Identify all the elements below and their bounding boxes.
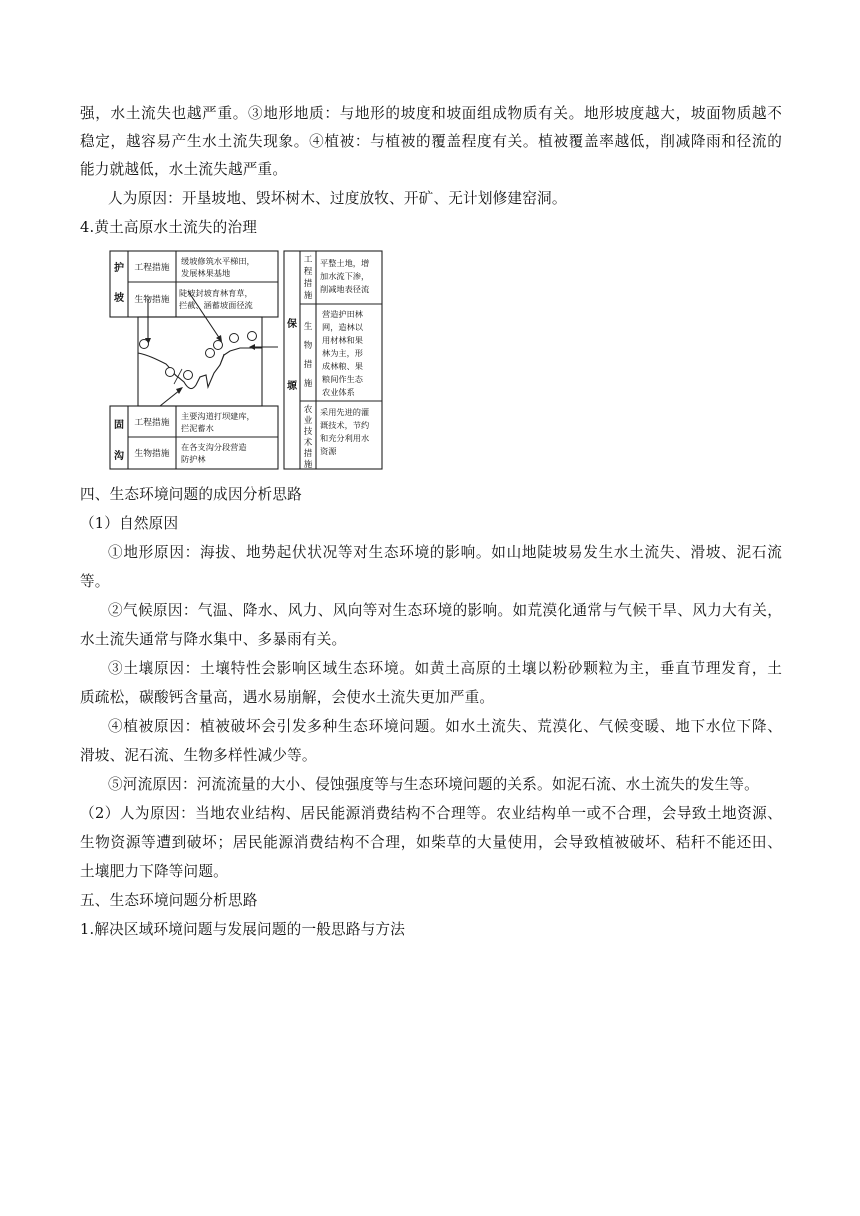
plateau-engineering-label-2: 程: [303, 267, 313, 277]
plateau-side-char-2: 塬: [287, 381, 297, 392]
plateau-biological-label-1: 生: [303, 322, 313, 332]
plateau-agri-label-1: 农: [303, 405, 313, 415]
slope-engineering-text-2: 发展林果基地: [181, 268, 231, 278]
loess-plateau-governance-diagram: [108, 249, 384, 471]
plateau-agri-label-4: 术: [303, 438, 313, 448]
plateau-agri-label-6: 施: [303, 460, 313, 470]
plateau-biological-text-1: 营造护田林: [322, 309, 363, 319]
slope-engineering-text-1: 缓坡修筑水平梯田，: [181, 256, 255, 266]
paragraph-line: ①地形原因：海拔、地势起伏状况等对生态环境的影响。如山地陡坡易发生水土流失、滑坡、泥石流: [108, 544, 782, 561]
gully-biological-text-1: 在各支沟分段营造: [181, 442, 247, 452]
plateau-agri-label-3: 技: [303, 427, 313, 437]
slope-side-char-2: 坡: [114, 293, 124, 304]
gully-biological-label: 生物措施: [134, 449, 170, 459]
plateau-agri-text-3: 和充分利用水: [320, 433, 370, 443]
slope-biological-text-2: 拦截、涵蓄坡面径流: [179, 300, 253, 310]
slope-biological-text-1: 陡坡封坡育林育草，: [179, 288, 253, 298]
plateau-biological-label-3: 措: [303, 360, 313, 370]
item-5-1: 1.解决区域环境问题与发展问题的一般思路与方法: [80, 921, 405, 938]
gully-engineering-text-2: 拦泥蓄水: [181, 423, 214, 433]
plateau-engineering-label-3: 措: [303, 279, 313, 289]
plateau-biological-label-2: 物: [303, 341, 313, 351]
plateau-agri-text-2: 溉技术，节约: [320, 420, 370, 430]
plateau-biological-text-6: 粮间作生态: [322, 374, 363, 384]
plateau-engineering-text-2: 加水流下渗，: [320, 271, 370, 281]
paragraph-line: 强，水土流失也越严重。③地形地质：与地形的坡度和坡面组成物质有关。地形坡度越大，坡面物质越不: [80, 105, 782, 122]
paragraph-line: ④植被原因：植被破坏会引发多种生态环境问题。如水土流失、荒漠化、气候变暖、地下水位下降、: [108, 718, 782, 735]
plateau-engineering-text-1: 平整土地，增: [320, 258, 370, 268]
human-cause-line: 人为原因：开垦坡地、毁坏树木、过度放牧、开矿、无计划修建窑洞。: [108, 190, 567, 207]
plateau-biological-text-3: 用材林和果: [322, 335, 363, 345]
section-heading-4: 四、生态环境问题的成因分析思路: [80, 486, 302, 503]
paragraph-line: ⑤河流原因：河流流量的大小、侵蚀强度等与生态环境问题的关系。如泥石流、水土流失的发生等。: [108, 776, 759, 793]
section-heading-5: 五、生态环境问题分析思路: [80, 892, 258, 909]
plateau-agri-text-4: 资源: [320, 446, 337, 456]
plateau-agri-text-1: 采用先进的灌: [320, 407, 370, 417]
paragraph-line: 土壤肥力下降等问题。: [80, 863, 228, 880]
plateau-engineering-text-3: 削减地表径流: [320, 284, 370, 294]
paragraph-line: 等。: [80, 573, 110, 590]
paragraph-line: （2）人为原因：当地农业结构、居民能源消费结构不合理等。农业结构单一或不合理，会导致土地资源、: [80, 805, 782, 822]
paragraph-line: 质疏松，碳酸钙含量高，遇水易崩解，会使水土流失更加严重。: [80, 689, 495, 706]
gully-engineering-label: 工程措施: [134, 418, 170, 428]
plateau-biological-label-4: 施: [303, 379, 313, 389]
slope-biological-label: 生物措施: [134, 295, 170, 305]
plateau-engineering-label-1: 工: [303, 255, 313, 265]
plateau-agri-label-5: 措: [303, 449, 313, 459]
paragraph-line: ②气候原因：气温、降水、风力、风向等对生态环境的影响。如荒漠化通常与气候干旱、风力大有关，: [108, 602, 782, 619]
paragraph-line: 能力就越低，水土流失越严重。: [80, 161, 288, 178]
paragraph-line: ③土壤原因：土壤特性会影响区域生态环境。如黄土高原的土壤以粉砂颗粒为主，垂直节理发育，土: [108, 660, 782, 677]
slope-side-char-1: 护: [114, 263, 124, 274]
gully-engineering-text-1: 主要沟道打坝建库，: [181, 411, 255, 421]
heading-4: 4.黄土高原水土流失的治理: [80, 219, 258, 236]
gully-side-char-1: 固: [114, 420, 124, 431]
gully-side-char-2: 沟: [114, 451, 124, 462]
paragraph-line: 滑坡、泥石流、生物多样性减少等。: [80, 747, 317, 764]
plateau-biological-text-4: 林为主，形: [322, 348, 363, 358]
paragraph-line: 水土流失通常与降水集中、多暴雨有关。: [80, 631, 347, 648]
plateau-side-char-1: 保: [287, 319, 297, 330]
plateau-biological-text-2: 网，造林以: [322, 322, 363, 332]
paragraph-line: 生物资源等遭到破坏；居民能源消费结构不合理，如柴草的大量使用，会导致植被破坏、秸秆不能还田、: [80, 834, 782, 851]
subheading-natural: （1）自然原因: [80, 515, 179, 532]
gully-biological-text-2: 防护林: [181, 454, 206, 464]
slope-engineering-label: 工程措施: [134, 263, 170, 273]
paragraph-line: 稳定，越容易产生水土流失现象。④植被：与植被的覆盖程度有关。植被覆盖率越低，削减降雨和径流的: [80, 133, 782, 150]
plateau-agri-label-2: 业: [303, 416, 313, 426]
plateau-biological-text-7: 农业体系: [322, 387, 355, 397]
diagram-svg: [108, 249, 384, 471]
plateau-engineering-label-4: 施: [303, 291, 313, 301]
plateau-biological-text-5: 成林粮、果: [322, 361, 363, 371]
